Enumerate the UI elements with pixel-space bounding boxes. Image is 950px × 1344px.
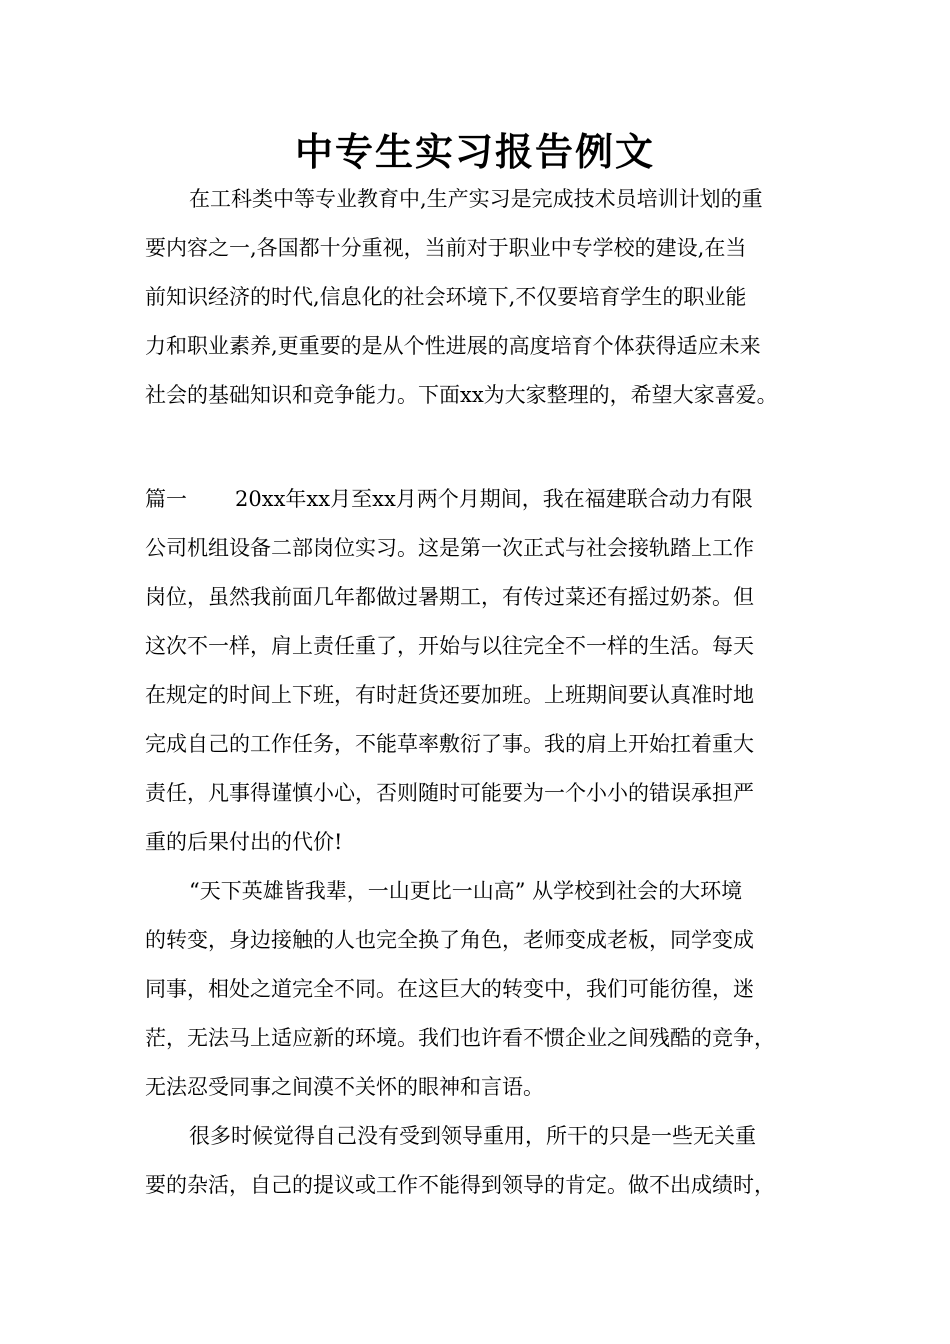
text-line: 茫，无法马上适应新的环境。我们也许看不惯企业之间残酷的竞争， — [145, 1026, 775, 1050]
text-line: 要内容之一,各国都十分重视，当前对于职业中专学校的建设,在当 — [145, 236, 747, 260]
text-line: 要的杂活，自己的提议或工作不能得到领导的肯定。做不出成绩时， — [145, 1173, 775, 1197]
text-line: 无法忍受同事之间漠不关怀的眼神和言语。 — [145, 1075, 544, 1099]
text-line: 重的后果付出的代价! — [145, 830, 343, 854]
text-line: 很多时候觉得自己没有受到领导重用，所干的只是一些无关重 — [189, 1124, 756, 1148]
text-line: 岗位，虽然我前面几年都做过暑期工，有传过菜还有摇过奶茶。但 — [145, 585, 754, 609]
text-line: 力和职业素养,更重要的是从个性进展的高度培育个体获得适应未来 — [145, 334, 761, 358]
text-line: 在工科类中等专业教育中,生产实习是完成技术员培训计划的重 — [189, 187, 763, 211]
text-line: 前知识经济的时代,信息化的社会环境下,不仅要培育学生的职业能 — [145, 285, 747, 309]
text-line: 在规定的时间上下班，有时赶货还要加班。上班期间要认真准时地 — [145, 683, 754, 707]
text-line: 篇一 20xx年xx月至xx月两个月期间，我在福建联合动力有限 — [145, 487, 753, 511]
text-line: “天下英雄皆我辈，一山更比一山高” 从学校到社会的大环境 — [189, 879, 743, 903]
text-line: 公司机组设备二部岗位实习。这是第一次正式与社会接轨踏上工作 — [145, 536, 754, 560]
text-line: 责任，凡事得谨慎小心，否则随时可能要为一个小小的错误承担严 — [145, 781, 754, 805]
document-title: 中专生实习报告例文 — [294, 130, 655, 174]
text-line: 同事，相处之道完全不同。在这巨大的转变中，我们可能彷徨，迷 — [145, 977, 754, 1001]
intro-paragraph — [145, 175, 813, 420]
text-line: 完成自己的工作任务，不能草率敷衍了事。我的肩上开始扛着重大 — [145, 732, 754, 756]
text-line: 的转变，身边接触的人也完全换了角色，老师变成老板，同学变成 — [145, 928, 754, 952]
section-one — [145, 475, 813, 1210]
section-label: 篇一 — [145, 487, 187, 511]
text-line: 社会的基础知识和竞争能力。下面xx为大家整理的，希望大家喜爱。 — [145, 383, 778, 407]
text-line: 这次不一样，肩上责任重了，开始与以往完全不一样的生活。每天 — [145, 634, 754, 658]
